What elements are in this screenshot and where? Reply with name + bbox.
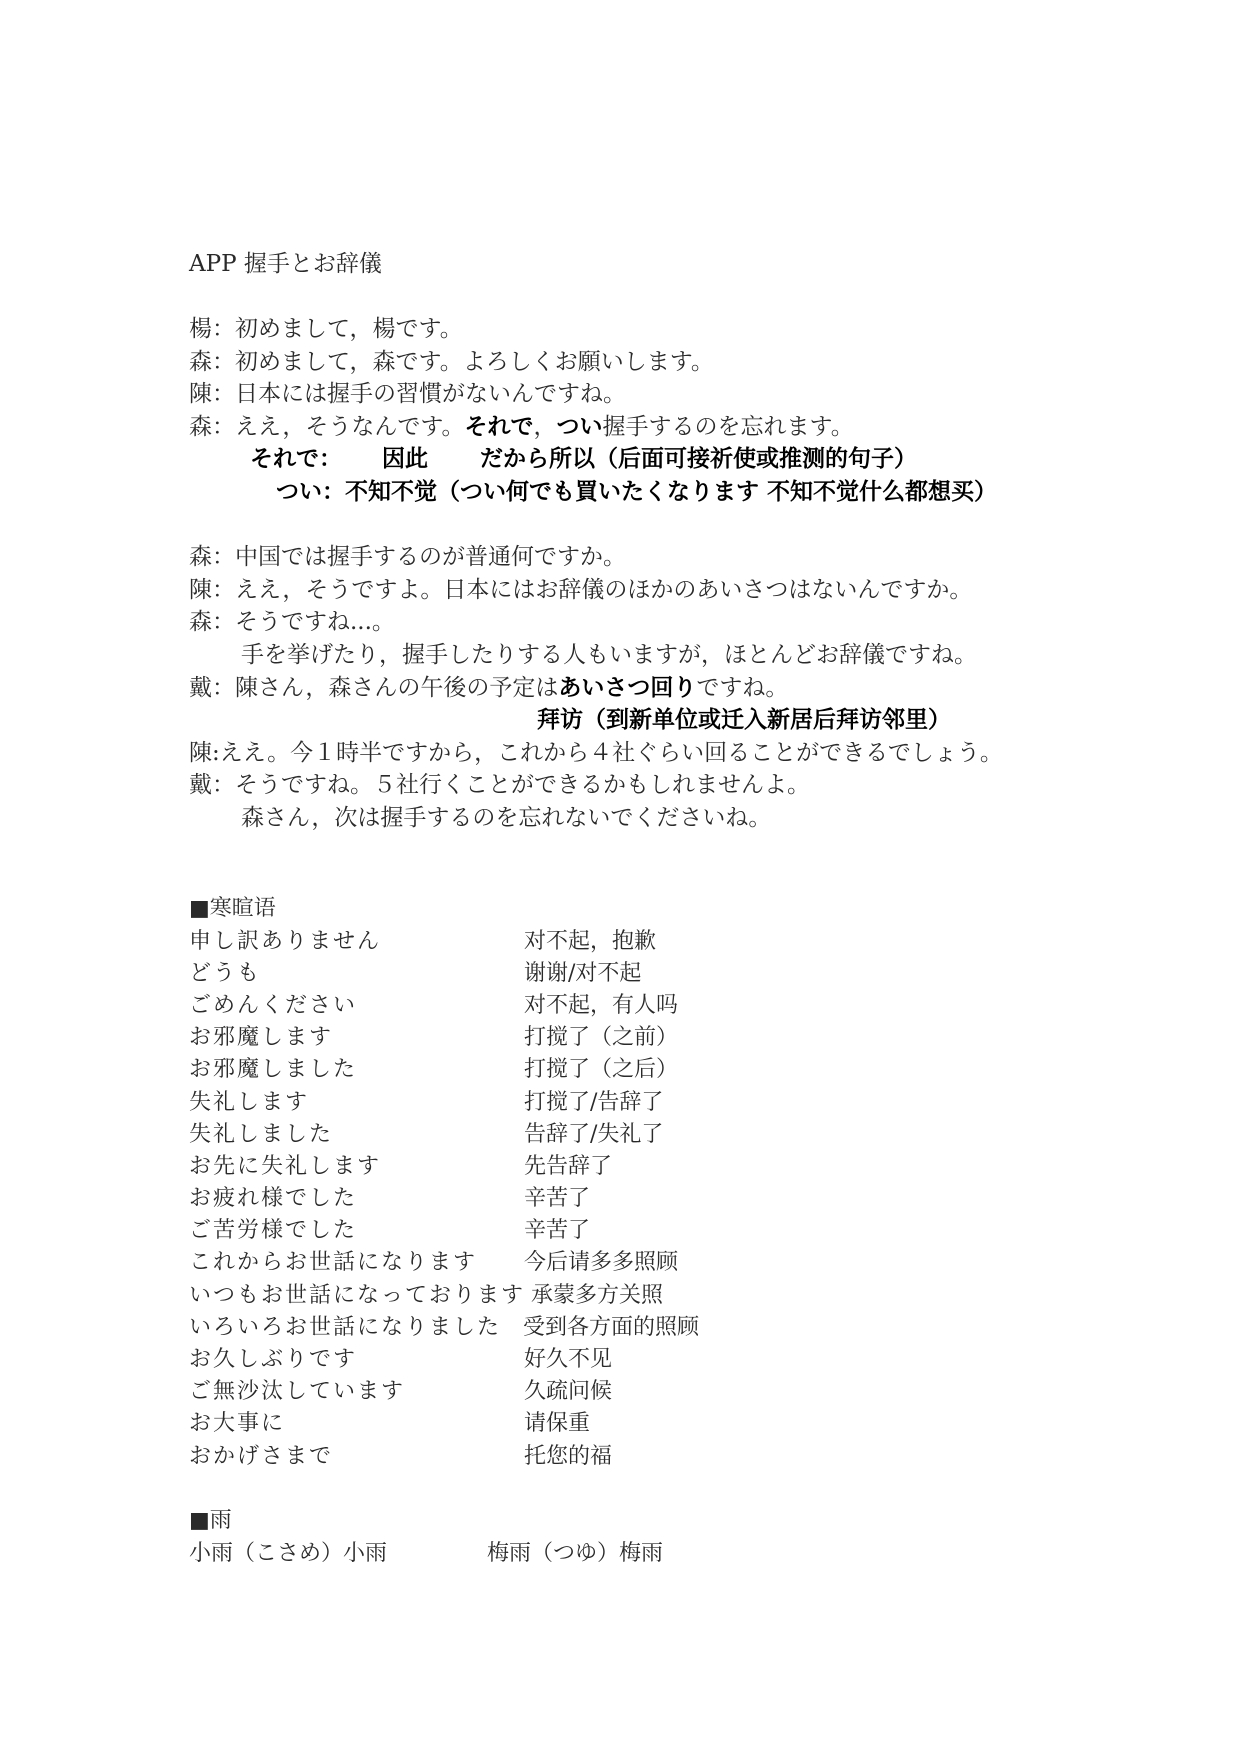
vocab-zh: 打搅了（之后） <box>524 1057 679 1083</box>
speaker: 楊 <box>189 316 212 342</box>
rain-term: 小雨（こさめ）小雨 <box>189 1540 388 1566</box>
speaker: 戴 <box>189 674 212 701</box>
line-text: 初めまして，森です。よろしくお願いします。 <box>235 348 714 375</box>
dialogue-line: 陳：ええ，そうですよ。日本にはお辞儀のほかのあいさつはないんですか。 <box>189 576 973 603</box>
note-meaning: だから所以（后面可接祈使或推测的句子） <box>480 446 917 473</box>
vocab-jp: 失礼しました <box>189 1121 334 1147</box>
section-heading: ■寒暄语 <box>189 896 276 921</box>
section-heading: ■雨 <box>189 1508 232 1533</box>
vocab-zh: 请保重 <box>524 1411 591 1437</box>
vocab-jp: ごめんください <box>189 992 358 1018</box>
note-word: それで： <box>250 446 342 473</box>
line-text: 初めまして，楊です。 <box>235 316 463 342</box>
line-text: 陳さん，森さんの午後の予定は <box>235 674 559 701</box>
vocab-row <box>189 1119 699 1151</box>
vocab-row <box>189 1441 699 1473</box>
vocab-jp: ご苦労様でした <box>189 1218 358 1244</box>
speaker: 森 <box>189 609 212 636</box>
dialogue-line <box>189 639 1189 672</box>
line-text: ええ，そうですよ。日本にはお辞儀のほかのあいさつはないんですか。 <box>235 576 973 603</box>
document-title: APP 握手とお辞儀 <box>189 251 382 277</box>
line-text: ですね。 <box>696 674 789 701</box>
vocab-zh: 久疏问候 <box>524 1379 613 1405</box>
vocab-row <box>189 1247 699 1279</box>
vocab-row <box>189 1408 699 1440</box>
line-text: 中国では握手するのが普通何ですか。 <box>235 544 626 571</box>
greetings-section <box>189 893 699 1473</box>
vocab-row <box>189 1312 699 1344</box>
line-text: そうですね...。 <box>235 609 395 636</box>
dialogue-line: 陳：日本には握手の習慣がないんですね。 <box>189 381 626 408</box>
vocab-zh: 托您的福 <box>524 1443 613 1469</box>
dialogue-line: 森：ええ，そうなんです。それで，つい握手するのを忘れます。 <box>189 413 854 440</box>
vocab-note-sorede <box>189 443 1189 476</box>
line-text: ええ。今１時半ですから，これから４社ぐらい回ることができるでしょう。 <box>219 739 1003 766</box>
vocab-note-tsui: つい：不知不觉（つい何でも買いたくなります 不知不觉什么都想买） <box>276 478 998 505</box>
note-meaning: 因此 <box>382 446 428 473</box>
dialogue-line: 森：中国では握手するのが普通何ですか。 <box>189 544 626 571</box>
vocab-zh: 受到各方面的照顾 <box>523 1314 700 1340</box>
speaker: 戴 <box>189 772 212 799</box>
line-text: そうですね。５社行くことができるかもしれませんよ。 <box>235 772 810 799</box>
keyword-aisatsu-mawari: あいさつ回り <box>558 674 697 701</box>
speaker: 森 <box>189 348 212 375</box>
vocab-jp: お邪魔しました <box>189 1057 358 1083</box>
vocab-row <box>189 1183 699 1215</box>
line-text: 日本には握手の習慣がないんですね。 <box>235 381 626 408</box>
dialogue-line: 戴：陳さん，森さんの午後の予定はあいさつ回りですね。 <box>189 674 789 701</box>
vocab-jp: いろいろお世話になりました <box>189 1314 502 1340</box>
vocab-zh: 今后请多多照顾 <box>524 1250 679 1276</box>
speaker: 陳 <box>189 381 212 408</box>
vocab-jp: 失礼します <box>189 1089 310 1115</box>
vocab-zh: 对不起，抱歉 <box>524 928 657 954</box>
vocab-jp: いつもお世話になっております <box>189 1282 526 1308</box>
vocab-row <box>189 1280 699 1312</box>
vocab-jp: お大事に <box>189 1411 286 1437</box>
vocab-note-aisatsu: 拜访（到新单位或迁入新居后拜访邻里） <box>537 707 951 734</box>
line-text: 手を挙げたり，握手したりする人もいますが，ほとんどお辞儀ですね。 <box>241 641 977 668</box>
vocab-jp: おかげさまで <box>189 1443 334 1469</box>
line-text: 握手するのを忘れます。 <box>602 413 854 440</box>
vocab-jp: 申し訳ありません <box>189 928 382 954</box>
dialogue-line: 戴：そうですね。５社行くことができるかもしれませんよ。 <box>189 772 810 799</box>
vocab-jp: お先に失礼します <box>189 1153 382 1179</box>
dialogue-line: 楊：初めまして，楊です。 <box>189 316 463 342</box>
vocab-row <box>189 1376 699 1408</box>
vocab-zh: 先告辞了 <box>524 1153 613 1179</box>
line-text: 森さん，次は握手するのを忘れないでくださいね。 <box>241 804 772 831</box>
dialogue-line: 森：そうですね...。 <box>189 609 395 636</box>
vocab-jp: お邪魔します <box>189 1025 334 1051</box>
vocab-zh: 辛苦了 <box>524 1218 591 1244</box>
comma: ， <box>533 413 557 440</box>
vocab-row <box>189 926 699 958</box>
vocab-row <box>189 1022 699 1054</box>
vocab-zh: 告辞了/失礼了 <box>524 1121 664 1147</box>
vocab-jp: これからお世話になります <box>189 1250 478 1276</box>
vocab-row <box>189 1215 699 1247</box>
vocab-row <box>189 1054 699 1086</box>
dialogue-line: 森：初めまして，森です。よろしくお願いします。 <box>189 348 714 375</box>
vocab-row <box>189 958 699 990</box>
vocab-zh: 对不起，有人吗 <box>524 992 679 1018</box>
dialogue-line: 陳:ええ。今１時半ですから，これから４社ぐらい回ることができるでしょう。 <box>189 739 1003 766</box>
vocab-row <box>189 1087 699 1119</box>
speaker: 陳 <box>189 739 212 766</box>
speaker: 森 <box>189 413 212 440</box>
vocab-zh: 打搅了/告辞了 <box>524 1089 664 1115</box>
vocab-zh: 辛苦了 <box>524 1186 591 1212</box>
keyword-sorede: それで <box>464 413 534 440</box>
vocab-row <box>189 1151 699 1183</box>
vocab-zh: 承蒙多方关照 <box>531 1282 664 1308</box>
keyword-tsui: つい <box>556 413 603 440</box>
vocab-row <box>189 990 699 1022</box>
speaker: 陳 <box>189 576 212 603</box>
vocab-row <box>189 1344 699 1376</box>
vocab-jp: お疲れ様でした <box>189 1186 358 1212</box>
vocab-zh: 打搅了（之前） <box>524 1025 679 1051</box>
rain-term: 梅雨（つゆ）梅雨 <box>487 1540 664 1566</box>
vocab-row <box>189 1538 663 1571</box>
vocab-jp: ご無沙汰しています <box>189 1379 406 1405</box>
vocab-zh: 好久不见 <box>524 1347 613 1373</box>
dialogue <box>189 313 1189 835</box>
vocab-jp: どうも <box>189 960 262 986</box>
dialogue-line <box>189 802 1189 835</box>
vocab-zh: 谢谢/对不起 <box>524 960 642 986</box>
speaker: 森 <box>189 544 212 571</box>
rain-section <box>189 1505 663 1570</box>
line-text: ええ，そうなんです。 <box>235 413 465 440</box>
vocab-jp: お久しぶりです <box>189 1347 358 1373</box>
